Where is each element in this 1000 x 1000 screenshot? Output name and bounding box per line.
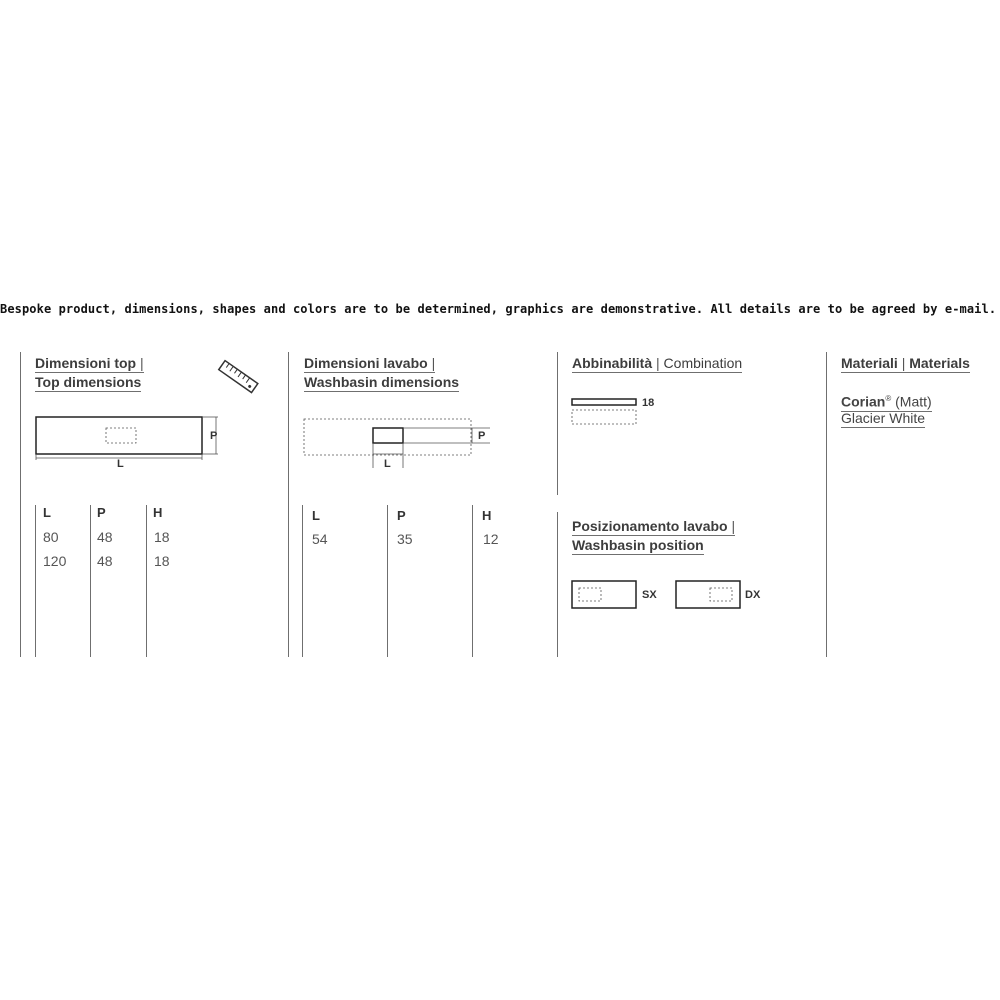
position-right-label: DX: [745, 589, 761, 601]
depth-label: P: [210, 430, 218, 442]
table-divider: [35, 505, 36, 657]
material-name: Corian® (Matt): [841, 390, 932, 412]
washbasin-right-diagram: [674, 578, 744, 612]
table-cell: 18: [154, 529, 170, 545]
combination-diagram: [570, 396, 640, 428]
column-header-depth: P: [397, 508, 406, 523]
table-divider: [90, 505, 91, 657]
washbasin-position-title: Posizionamento lavabo | Washbasin position: [572, 518, 736, 553]
column-header-depth: P: [97, 505, 106, 520]
length-label: L: [117, 458, 124, 470]
material-color: Glacier White: [841, 410, 926, 426]
table-cell: 48: [97, 529, 113, 545]
table-divider: [302, 505, 303, 657]
table-cell: 54: [312, 531, 328, 547]
table-cell: 80: [43, 529, 59, 545]
ruler-icon: [214, 356, 262, 398]
depth-label: P: [478, 430, 486, 442]
column-divider: [557, 352, 558, 495]
column-header-length: L: [312, 508, 320, 523]
table-divider: [387, 505, 388, 657]
column-divider: [826, 352, 827, 657]
column-header-height: H: [153, 505, 163, 520]
column-header-length: L: [43, 505, 51, 520]
washbasin-dimensions-title: Dimensioni lavabo | Washbasin dimensions: [304, 355, 460, 390]
table-cell: 48: [97, 553, 113, 569]
thickness-label: 18: [642, 397, 655, 409]
position-left-label: SX: [642, 589, 657, 601]
table-divider: [146, 505, 147, 657]
table-cell: 12: [483, 531, 499, 547]
combination-title: Abbinabilità | Combination: [572, 355, 743, 371]
table-cell: 18: [154, 553, 170, 569]
table-cell: 120: [43, 553, 67, 569]
length-label: L: [384, 458, 391, 470]
column-divider: [557, 512, 558, 657]
table-cell: 35: [397, 531, 413, 547]
washbasin-dimensions-diagram: [300, 412, 500, 472]
column-header-height: H: [482, 508, 492, 523]
column-divider: [20, 352, 21, 657]
column-divider: [288, 352, 289, 657]
top-dimensions-title: Dimensioni top | Top dimensions: [35, 355, 144, 390]
disclaimer-notice: Bespoke product, dimensions, shapes and colors are to be determined, graphics are demonstrative. All details are to be agreed by e-mail.: [0, 302, 997, 316]
top-dimensions-diagram: [30, 412, 230, 472]
materials-title: Materiali | Materials: [841, 355, 970, 371]
table-divider: [472, 505, 473, 657]
washbasin-left-diagram: [570, 578, 640, 612]
